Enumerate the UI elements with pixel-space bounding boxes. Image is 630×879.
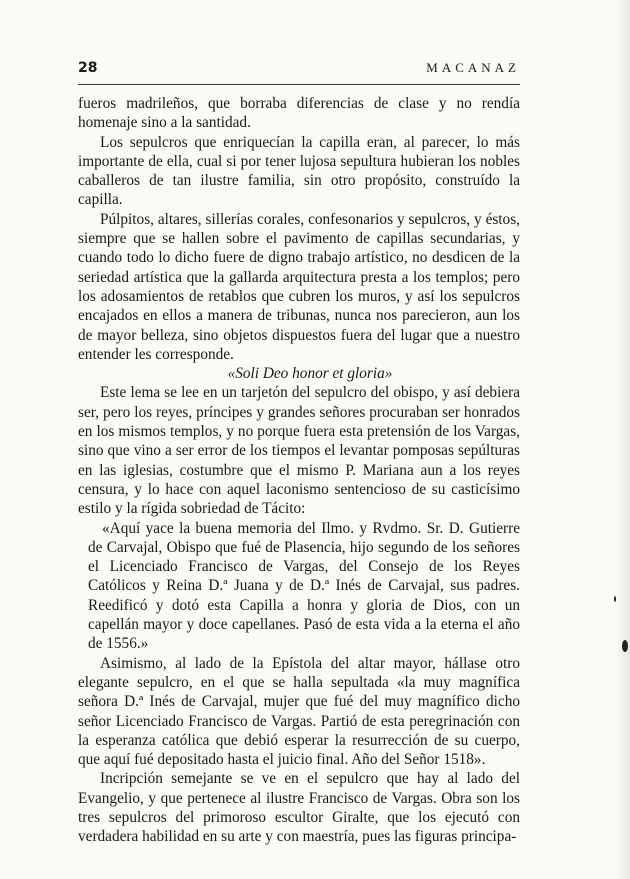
paragraph-1: fueros madrileños, que borraba diferencias de clase y no rendía homenaje sino a la santidad. <box>78 95 520 132</box>
running-head: MACANAZ <box>426 60 520 75</box>
motto: «Soli Deo honor et gloria» <box>227 365 393 383</box>
ink-mark <box>622 640 628 652</box>
paragraph-5: Asimismo, al lado de la Epístola del altar mayor, hállase otro elegante sepulcro, en el que se halla sepultada «la muy magnífica señora D.ª Inés de Carvajal, mujer que fué del muy magnífico dicho señor Licenciado Francisco de Vargas. Partió de esta peregrinación con la esperanza católica que debió esperar la resurrección de su cuerpo, que aquí fué depositado hasta el juicio final. Año del Señor 1518». <box>78 654 520 769</box>
inscription-quote: «Aquí yace la buena memoria del Ilmo. y Rvdmo. Sr. D. Gutierre de Carvajal, Obispo que fué de Plasencia, hijo segundo de los señores el Licenciado Francisco de Vargas, del Consejo de los Reyes Católicos y Reina D.ª Juana y de D.ª Inés de Carvajal, sus padres. Reedificó y dotó esta Capilla a honra y gloria de Dios, con un capellán mayor y doce capellanes. Pasó de esta vida a la eterna el año de 1556.» <box>88 519 520 653</box>
paragraph-4: Este lema se lee en un tarjetón del sepulcro del obispo, y así debiera ser, pero los reyes, príncipes y grandes señores procuraban ser honrados en los mismos templos, y no porque fuera esta pretensión de los Vargas, sino que vino a ser error de los tiempos el levantar pomposas sepúlturas en las iglesias, costumbre que el mismo P. Mariana aun a los reyes censura, y lo hace con aquel laconismo sentencioso de su casticísimo estilo y la rígida sobriedad de Tácito: <box>78 384 520 518</box>
paragraph-6: Incripción semejante se ve en el sepulcro que hay al lado del Evangelio, y que pertenece al ilustre Francisco de Vargas. Obra son los tres sepulcros del primoroso escultor Giralte, que los ejecutó con verdadera habilidad en su arte y con maestría, pues las figuras principa- <box>78 770 520 846</box>
page-edge-shadow <box>616 0 630 879</box>
paragraph-3: Púlpitos, altares, sillerías corales, confesonarios y sepulcros, y éstos, siempre que se hallen sobre el pavimento de capillas secundarias, y cuando todo lo dicho fuere de digno trabajo artístico, no desdicen de la seriedad artística que la gallarda arquitectura presta a los templos; pero los adosamientos de retablos que cubren los muros, y así los sepulcros encajados en ellos a manera de tribunas, nunca nos parecieron, aun los de mayor belleza, sino objetos dispuestos fuera del lugar que a nuestro entender les corresponde. <box>78 210 520 363</box>
ink-mark <box>614 596 616 602</box>
body-text <box>78 94 520 847</box>
page-header <box>78 58 520 85</box>
paragraph-2: Los sepulcros que enriquecían la capilla eran, al parecer, lo más importante de ella, cual si por tener lujosa sepultura hubieran los nobles caballeros de tan ilustre familia, sin otro propósito, construído la capilla. <box>78 133 520 209</box>
page-number: 28 <box>78 60 98 76</box>
